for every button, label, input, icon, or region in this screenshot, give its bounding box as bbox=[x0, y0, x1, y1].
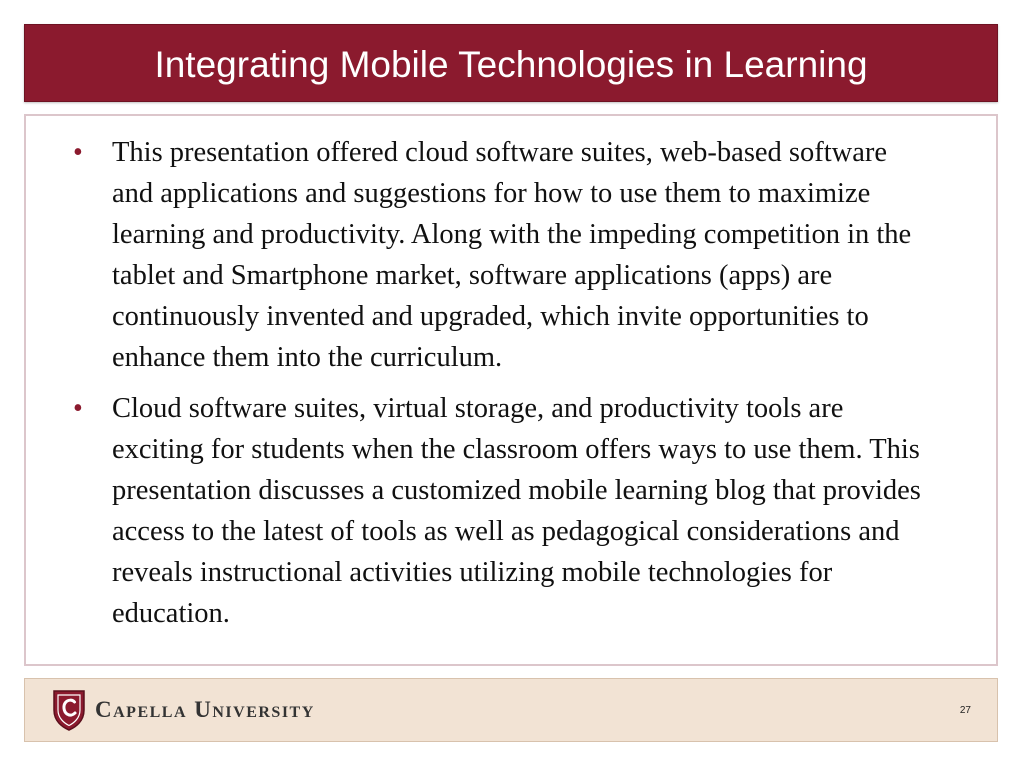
bullet-marker: • bbox=[73, 137, 83, 168]
capella-shield-icon bbox=[51, 688, 87, 732]
bullet-item bbox=[73, 388, 933, 634]
capella-logo bbox=[51, 688, 315, 732]
footer-bar bbox=[24, 678, 998, 742]
title-bar bbox=[24, 24, 998, 102]
page-number: 27 bbox=[959, 705, 971, 716]
bullet-text: Cloud software suites, virtual storage, and productivity tools are exciting for students when the classroom offers ways to use them. This presentation discusses a customized mobile learning blog that provides access to the latest of tools as well as pedagogical considerations and reveals instructional activities utilizing mobile technologies for education. bbox=[112, 393, 921, 629]
bullet-list bbox=[73, 132, 933, 644]
slide-title: Integrating Mobile Technologies in Learning bbox=[154, 43, 868, 85]
content-box bbox=[24, 114, 998, 666]
bullet-marker: • bbox=[73, 393, 83, 424]
logo-text: Capella University bbox=[95, 697, 315, 722]
bullet-item bbox=[73, 132, 933, 378]
bullet-text: This presentation offered cloud software suites, web-based software and applications and suggestions for how to use them to maximize learning and productivity. Along with the impeding competition in the tablet and Smartphone market, software applications (apps) are continuously invented and upgraded, which invite opportunities to enhance them into the curriculum. bbox=[112, 137, 912, 373]
